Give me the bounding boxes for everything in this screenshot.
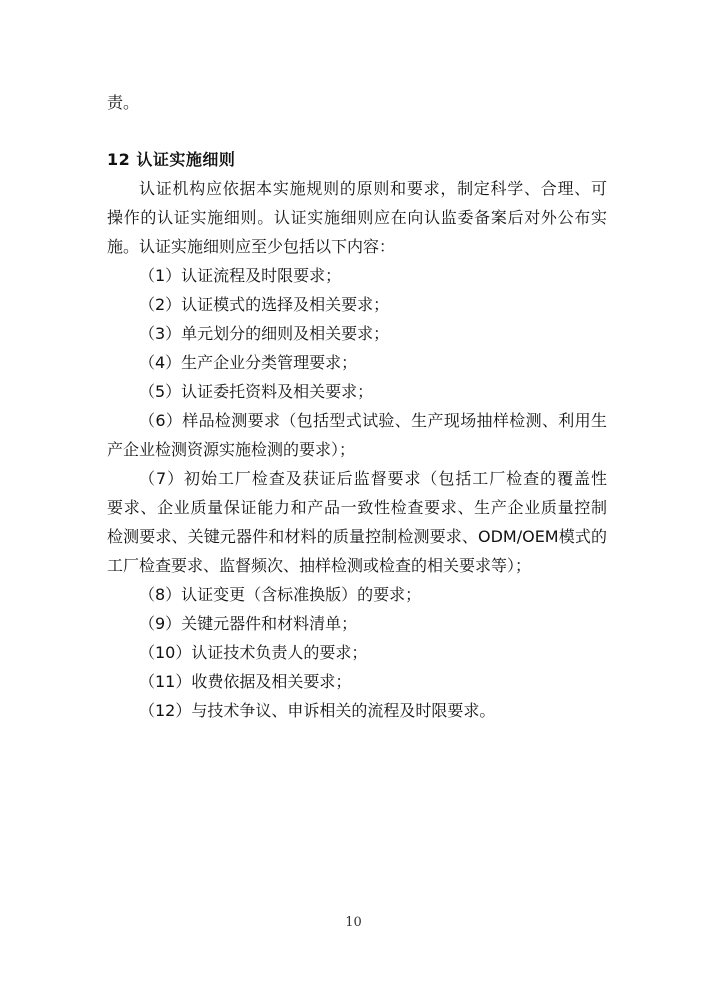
- list-item-3: （3）单元划分的细则及相关要求；: [139, 324, 390, 343]
- list-item-9: （9）关键元器件和材料清单；: [139, 614, 358, 633]
- list-item-4: （4）生产企业分类管理要求；: [139, 353, 358, 372]
- list-item-1: （1）认证流程及时限要求；: [139, 266, 342, 285]
- list-item-7-cont: 要求、企业质量保证能力和产品一致性检查要求、生产企业质量控制: [107, 498, 607, 517]
- list-item-5: （5）认证委托资料及相关要求；: [139, 382, 374, 401]
- intro-line: 认证机构应依据本实施规则的原则和要求，制定科学、合理、可: [139, 179, 607, 198]
- list-item-7-cont: 工厂检查要求、监督频次、抽样检测或检查的相关要求等）；: [107, 556, 532, 575]
- intro-line: 操作的认证实施细则。认证实施细则应在向认监委备案后对外公布实: [107, 208, 607, 227]
- list-item-10: （10）认证技术负责人的要求；: [139, 643, 368, 662]
- list-item-6: （6）样品检测要求（包括型式试验、生产现场抽样检测、利用生: [139, 411, 607, 430]
- list-item-11: （11）收费依据及相关要求；: [139, 672, 352, 691]
- list-item-12: （12）与技术争议、申诉相关的流程及时限要求。: [139, 701, 496, 720]
- intro-line: 施。认证实施细则应至少包括以下内容：: [107, 237, 396, 256]
- list-item-6-cont: 产企业检测资源实施检测的要求）；: [107, 440, 356, 459]
- list-item-8: （8）认证变更（含标准换版）的要求；: [139, 585, 422, 604]
- page-number: 10: [345, 915, 362, 930]
- list-item-7: （7）初始工厂检查及获证后监督要求（包括工厂检查的覆盖性: [139, 469, 607, 488]
- list-item-2: （2）认证模式的选择及相关要求；: [139, 295, 390, 314]
- fragment-text: 责。: [107, 93, 140, 112]
- section-heading: 12 认证实施细则: [107, 150, 236, 169]
- list-item-7-cont: 检测要求、关键元器件和材料的质量控制检测要求、ODM/OEM模式的: [107, 527, 607, 546]
